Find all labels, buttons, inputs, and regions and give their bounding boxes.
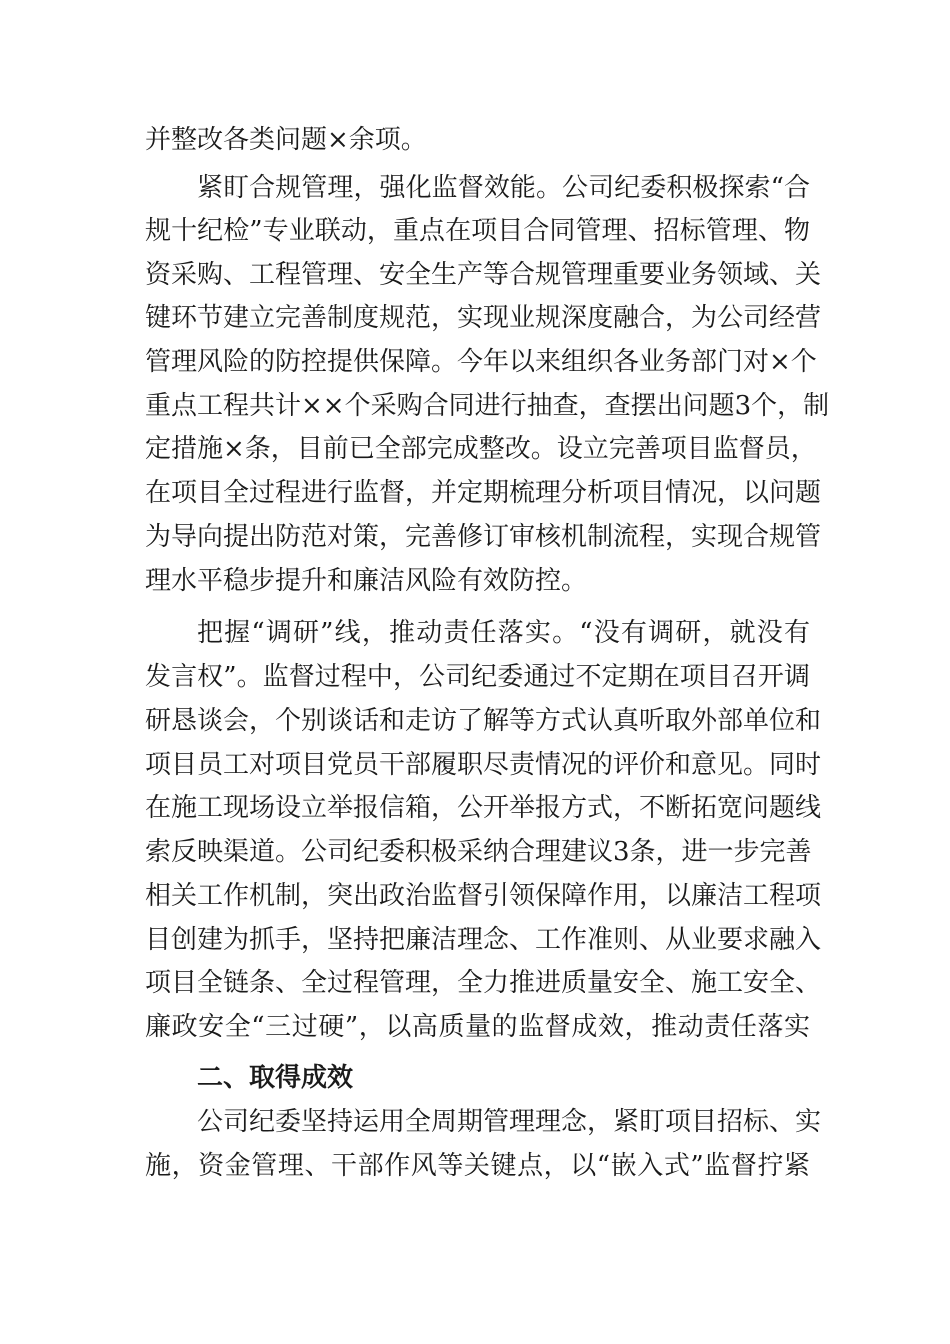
text-line: 发言权”。监督过程中，公司纪委通过不定期在项目召开调 [145, 662, 810, 692]
text-line: 目创建为抓手，坚持把廉洁理念、工作准则、从业要求融入 [145, 925, 822, 955]
text-line: 施，资金管理、干部作风等关键点，以“嵌入式”监督拧紧 [145, 1151, 810, 1181]
paragraph-first-line: 把握“调研”线，推动责任落实。“没有调研，就没有 [197, 618, 810, 648]
text-line: 在施工现场设立举报信箱，公开举报方式，不断拓宽问题线 [145, 793, 822, 823]
text-line: 索反映渠道。公司纪委积极采纳合理建议3条，进一步完善 [145, 837, 812, 867]
text-line: 资采购、工程管理、安全生产等合规管理重要业务领域、关 [145, 260, 822, 290]
text-line: 廉政安全“三过硬”，以高质量的监督成效，推动责任落实 [145, 1012, 810, 1042]
text-line: 项目员工对项目党员干部履职尽责情况的评价和意见。同时 [145, 750, 822, 780]
section-heading: 二、取得成效 [197, 1063, 354, 1093]
text-line: 并整改各类问题×余项。 [145, 125, 427, 155]
text-line: 在项目全过程进行监督，并定期梳理分析项目情况，以问题 [145, 478, 822, 508]
text-line: 管理风险的防控提供保障。今年以来组织各业务部门对×个 [145, 347, 817, 377]
text-line: 重点工程共计××个采购合同进行抽查，查摆出问题3个，制 [145, 391, 830, 421]
text-line: 研恳谈会，个别谈话和走访了解等方式认真听取外部单位和 [145, 706, 822, 736]
text-line: 定措施×条，目前已全部完成整改。设立完善项目监督员， [145, 434, 817, 464]
text-line: 相关工作机制，突出政治监督引领保障作用，以廉洁工程项 [145, 881, 822, 911]
text-line: 键环节建立完善制度规范，实现业规深度融合，为公司经营 [145, 303, 822, 333]
text-line: 规十纪检”专业联动，重点在项目合同管理、招标管理、物 [145, 216, 810, 246]
text-line: 理水平稳步提升和廉洁风险有效防控。 [145, 566, 588, 596]
text-line: 为导向提出防范对策，完善修订审核机制流程，实现合规管 [145, 522, 822, 552]
text-line: 项目全链条、全过程管理，全力推进质量安全、施工安全、 [145, 968, 822, 998]
paragraph-first-line: 紧盯合规管理，强化监督效能。公司纪委积极探索“合 [197, 173, 810, 203]
paragraph-first-line: 公司纪委坚持运用全周期管理理念，紧盯项目招标、实 [197, 1107, 822, 1137]
